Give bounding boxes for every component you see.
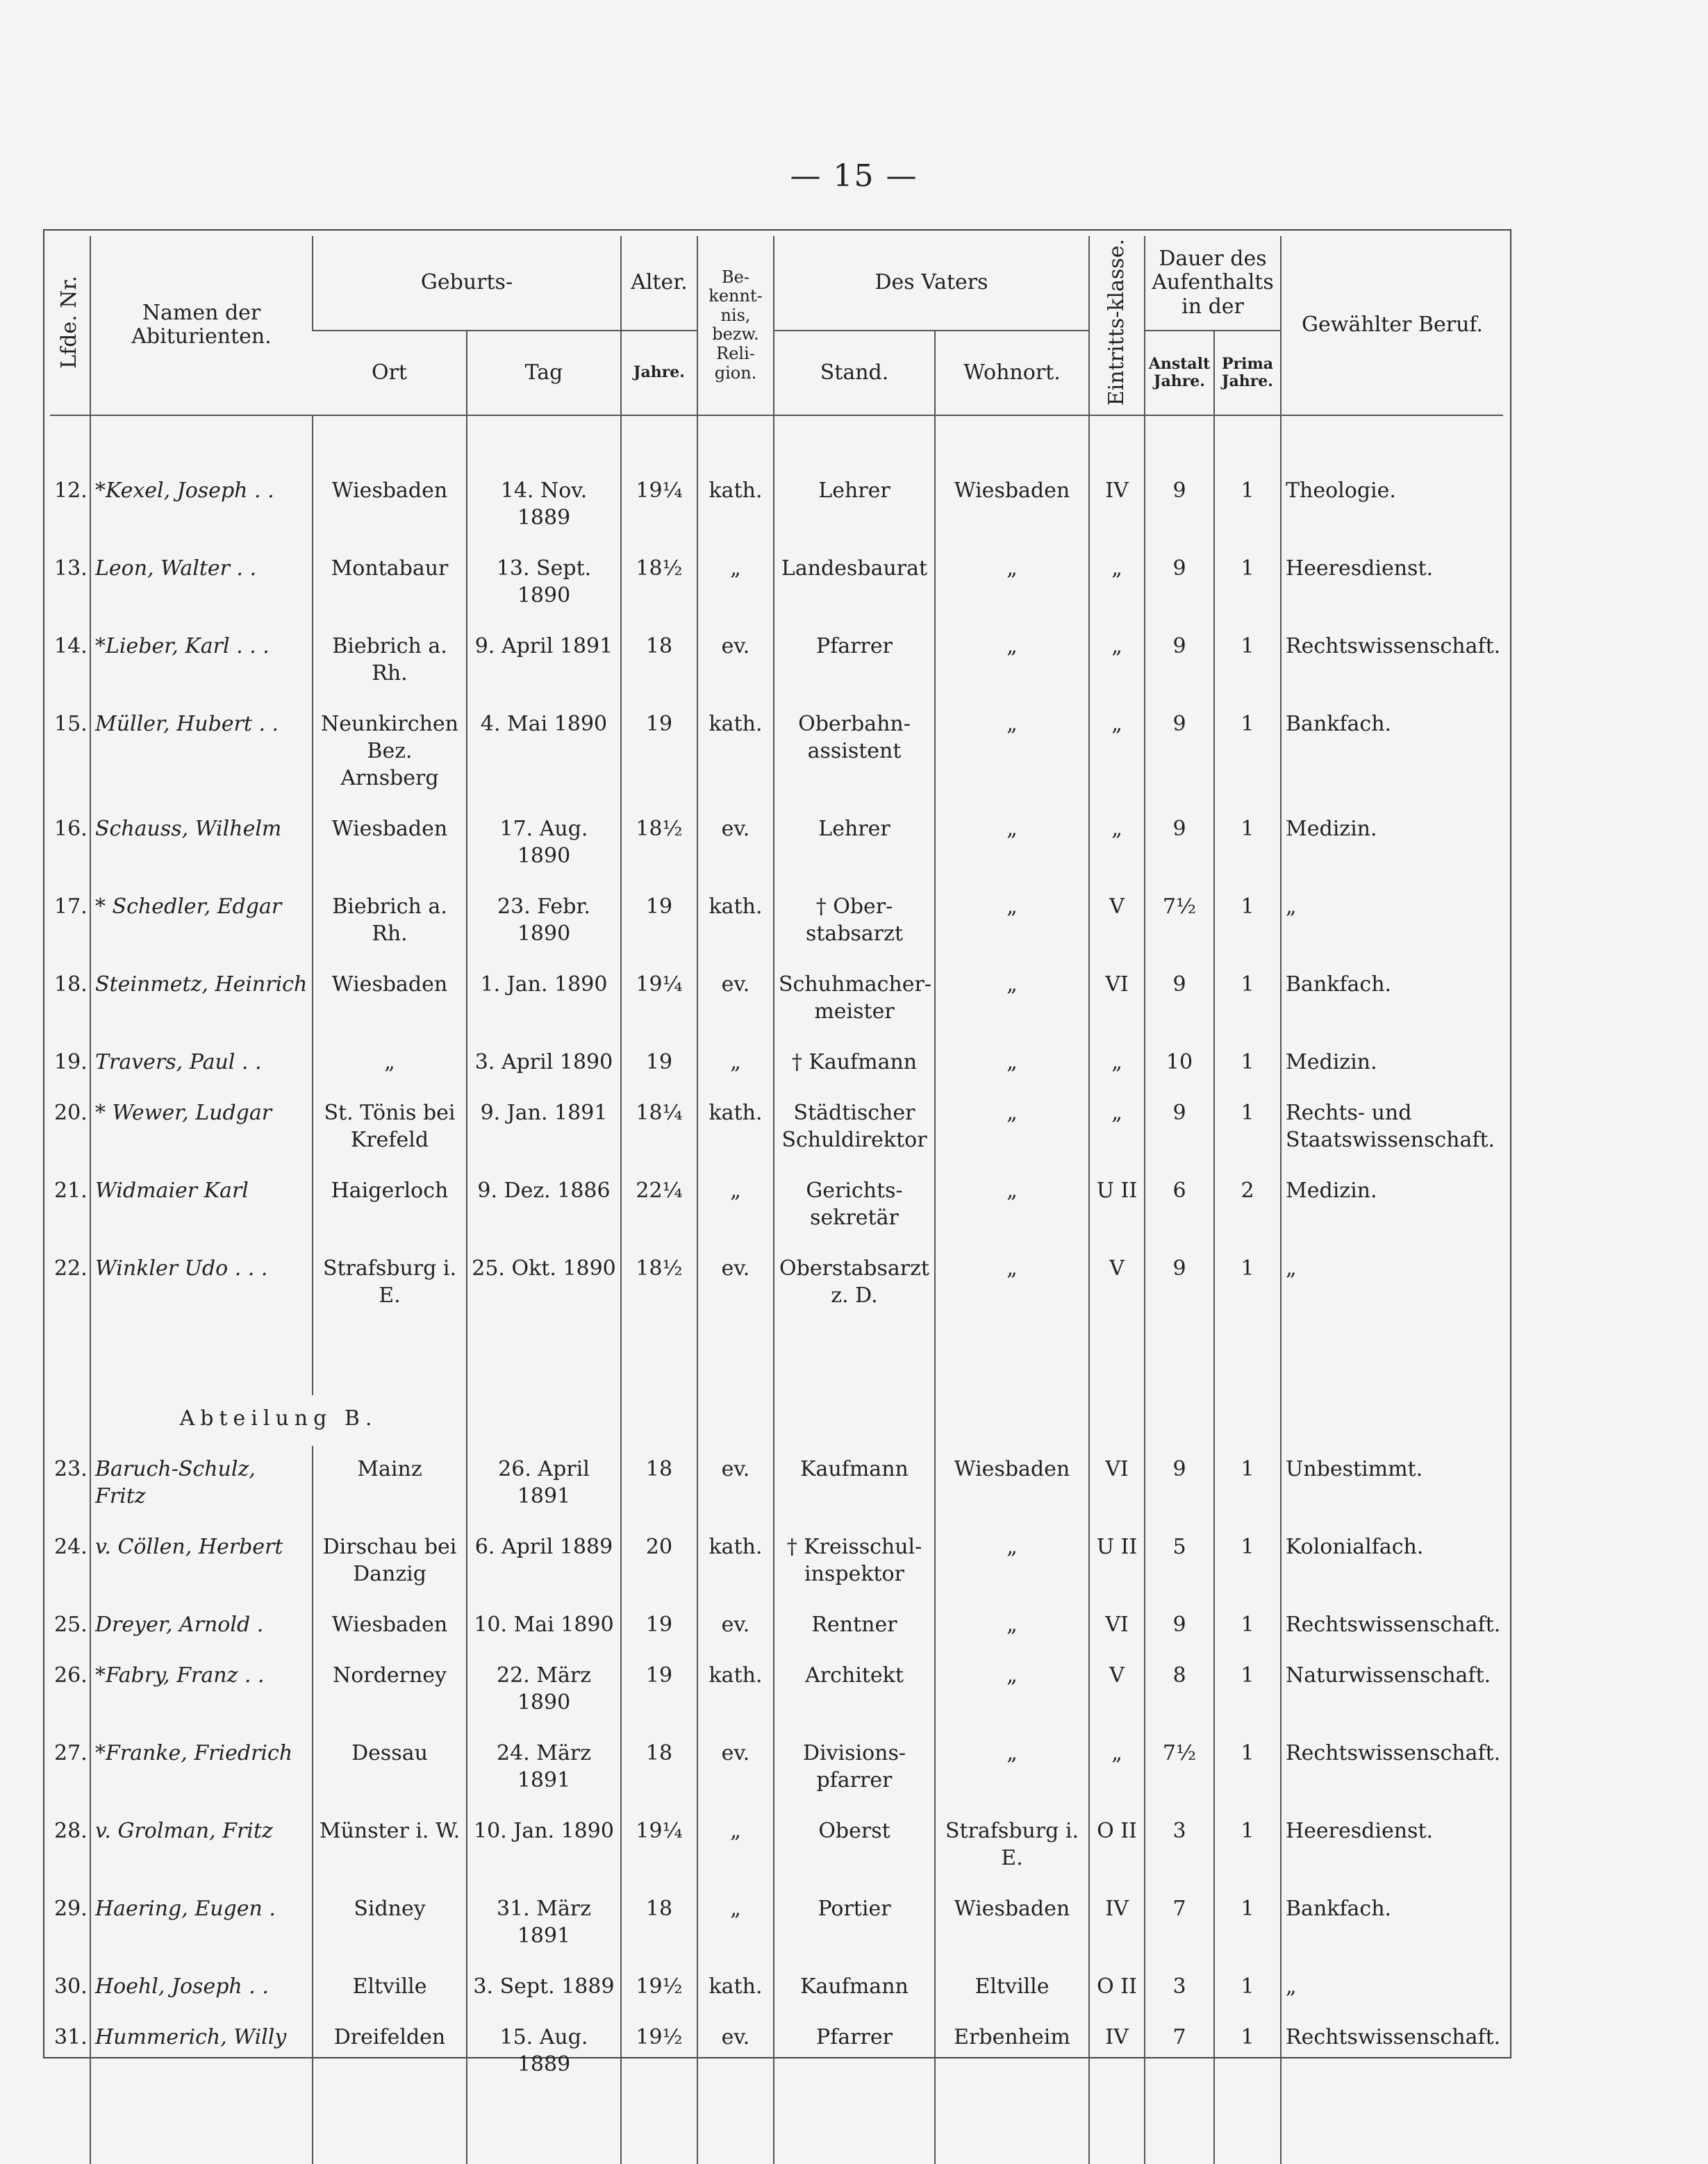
cell-wohnort: „ bbox=[935, 545, 1089, 623]
cell-nr: 30. bbox=[54, 1974, 88, 1999]
cell-prima: 1 bbox=[1214, 1886, 1281, 1963]
cell-beruf: Bankfach. bbox=[1281, 961, 1503, 1039]
header-eintrittsklasse: Eintritts-klasse. bbox=[1089, 236, 1145, 415]
table-row bbox=[50, 1039, 1503, 1090]
header-stand: Stand. bbox=[774, 331, 935, 415]
table-row bbox=[50, 2014, 1503, 2092]
cell-nr: 14. bbox=[54, 633, 88, 658]
cell-prima: 2 bbox=[1214, 1167, 1281, 1245]
cell-tag: 22. März 1890 bbox=[467, 1652, 621, 1730]
header-lfde-nr: Lfde. Nr. bbox=[50, 236, 90, 415]
table-row bbox=[50, 1167, 1503, 1245]
cell-tag: 25. Okt. 1890 bbox=[467, 1245, 621, 1323]
cell-wohnort: Strafsburg i. E. bbox=[935, 1808, 1089, 1886]
cell-prima: 1 bbox=[1214, 1446, 1281, 1524]
cell-name: *Franke, Friedrich bbox=[90, 1730, 313, 1808]
cell-prima: 1 bbox=[1214, 2014, 1281, 2092]
cell-ort: Mainz bbox=[313, 1446, 467, 1524]
cell-klasse: „ bbox=[1089, 806, 1145, 883]
cell-prima: 1 bbox=[1214, 623, 1281, 701]
cell-alter: 19¼ bbox=[621, 467, 697, 545]
cell-klasse: „ bbox=[1089, 545, 1145, 623]
table-row bbox=[50, 467, 1503, 545]
cell-wohnort: „ bbox=[935, 1039, 1089, 1090]
cell-tag: 4. Mai 1890 bbox=[467, 701, 621, 806]
cell-name: Leon, Walter . . bbox=[90, 545, 313, 623]
cell-anstalt: 10 bbox=[1145, 1039, 1214, 1090]
cell-stand: Rentner bbox=[774, 1601, 935, 1652]
cell-klasse: VI bbox=[1089, 1601, 1145, 1652]
cell-alter: 18½ bbox=[621, 1245, 697, 1323]
cell-klasse: O II bbox=[1089, 1963, 1145, 2014]
cell-prima: 1 bbox=[1214, 806, 1281, 883]
cell-prima: 1 bbox=[1214, 1245, 1281, 1323]
cell-prima: 1 bbox=[1214, 883, 1281, 961]
cell-religion: kath. bbox=[697, 1652, 774, 1730]
cell-name: * Schedler, Edgar bbox=[90, 883, 313, 961]
cell-prima: 1 bbox=[1214, 1039, 1281, 1090]
cell-stand: Lehrer bbox=[774, 806, 935, 883]
cell-beruf: Rechtswissenschaft. bbox=[1281, 1730, 1503, 1808]
cell-stand: † Ober-stabsarzt bbox=[774, 883, 935, 961]
header-des-vaters: Des Vaters bbox=[774, 236, 1089, 331]
cell-ort: Eltville bbox=[313, 1963, 467, 2014]
cell-tag: 23. Febr. 1890 bbox=[467, 883, 621, 961]
table-row bbox=[50, 1808, 1503, 1886]
header-dauer: Dauer des Aufenthalts in der bbox=[1145, 236, 1281, 331]
cell-prima: 1 bbox=[1214, 1652, 1281, 1730]
cell-religion: kath. bbox=[697, 701, 774, 806]
cell-tag: 9. Jan. 1891 bbox=[467, 1090, 621, 1167]
cell-anstalt: 9 bbox=[1145, 1446, 1214, 1524]
cell-stand: Oberstabsarzt z. D. bbox=[774, 1245, 935, 1323]
cell-wohnort: „ bbox=[935, 1652, 1089, 1730]
cell-klasse: IV bbox=[1089, 2014, 1145, 2092]
cell-wohnort: „ bbox=[935, 1524, 1089, 1601]
cell-prima: 1 bbox=[1214, 467, 1281, 545]
cell-tag: 15. Aug. 1889 bbox=[467, 2014, 621, 2092]
cell-wohnort: „ bbox=[935, 701, 1089, 806]
cell-klasse: VI bbox=[1089, 1446, 1145, 1524]
cell-alter: 18 bbox=[621, 1730, 697, 1808]
cell-wohnort: Wiesbaden bbox=[935, 1446, 1089, 1524]
cell-alter: 18 bbox=[621, 623, 697, 701]
abiturienten-table bbox=[50, 236, 1503, 2164]
cell-name: Widmaier Karl bbox=[90, 1167, 313, 1245]
cell-nr: 27. bbox=[54, 1740, 88, 1765]
cell-ort: Wiesbaden bbox=[313, 1601, 467, 1652]
cell-name: v. Grolman, Fritz bbox=[90, 1808, 313, 1886]
cell-tag: 31. März 1891 bbox=[467, 1886, 621, 1963]
cell-anstalt: 9 bbox=[1145, 467, 1214, 545]
cell-stand: Kaufmann bbox=[774, 1446, 935, 1524]
rows-abteilung-a bbox=[50, 415, 1503, 1323]
cell-religion: ev. bbox=[697, 2014, 774, 2092]
cell-ort: Montabaur bbox=[313, 545, 467, 623]
cell-anstalt: 6 bbox=[1145, 1167, 1214, 1245]
cell-klasse: „ bbox=[1089, 1730, 1145, 1808]
cell-klasse: O II bbox=[1089, 1808, 1145, 1886]
cell-anstalt: 9 bbox=[1145, 701, 1214, 806]
cell-beruf: „ bbox=[1281, 883, 1503, 961]
table-row bbox=[50, 961, 1503, 1039]
cell-anstalt: 9 bbox=[1145, 1245, 1214, 1323]
cell-nr: 15. bbox=[54, 711, 88, 736]
cell-ort: Dessau bbox=[313, 1730, 467, 1808]
cell-nr: 16. bbox=[54, 816, 88, 841]
cell-religion: kath. bbox=[697, 467, 774, 545]
cell-wohnort: „ bbox=[935, 961, 1089, 1039]
cell-name: Winkler Udo . . . bbox=[90, 1245, 313, 1323]
cell-nr: 12. bbox=[54, 478, 88, 503]
header-beruf: Gewählter Beruf. bbox=[1281, 236, 1503, 415]
cell-alter: 19¼ bbox=[621, 1808, 697, 1886]
cell-anstalt: 7 bbox=[1145, 2014, 1214, 2092]
cell-alter: 19¼ bbox=[621, 961, 697, 1039]
cell-klasse: „ bbox=[1089, 1090, 1145, 1167]
cell-stand: Oberbahn-assistent bbox=[774, 701, 935, 806]
cell-prima: 1 bbox=[1214, 701, 1281, 806]
cell-klasse: VI bbox=[1089, 961, 1145, 1039]
cell-religion: ev. bbox=[697, 623, 774, 701]
header-prima-jahre: Prima Jahre. bbox=[1214, 331, 1281, 415]
cell-beruf: Heeresdienst. bbox=[1281, 545, 1503, 623]
cell-religion: ev. bbox=[697, 1245, 774, 1323]
cell-klasse: IV bbox=[1089, 1886, 1145, 1963]
cell-beruf: Medizin. bbox=[1281, 806, 1503, 883]
cell-ort: Biebrich a. Rh. bbox=[313, 623, 467, 701]
cell-stand: Pfarrer bbox=[774, 623, 935, 701]
cell-nr: 18. bbox=[54, 972, 88, 997]
cell-tag: 3. April 1890 bbox=[467, 1039, 621, 1090]
cell-beruf: Bankfach. bbox=[1281, 701, 1503, 806]
cell-ort: Norderney bbox=[313, 1652, 467, 1730]
cell-alter: 19 bbox=[621, 701, 697, 806]
table-row bbox=[50, 701, 1503, 806]
cell-tag: 10. Jan. 1890 bbox=[467, 1808, 621, 1886]
cell-wohnort: „ bbox=[935, 1730, 1089, 1808]
cell-ort: Wiesbaden bbox=[313, 961, 467, 1039]
cell-tag: 14. Nov. 1889 bbox=[467, 467, 621, 545]
cell-klasse: U II bbox=[1089, 1167, 1145, 1245]
cell-beruf: „ bbox=[1281, 1963, 1503, 2014]
cell-beruf: Rechtswissenschaft. bbox=[1281, 2014, 1503, 2092]
cell-alter: 18½ bbox=[621, 545, 697, 623]
cell-tag: 3. Sept. 1889 bbox=[467, 1963, 621, 2014]
cell-religion: kath. bbox=[697, 1090, 774, 1167]
cell-tag: 17. Aug. 1890 bbox=[467, 806, 621, 883]
cell-name: v. Cöllen, Herbert bbox=[90, 1524, 313, 1601]
cell-tag: 9. Dez. 1886 bbox=[467, 1167, 621, 1245]
cell-name: *Lieber, Karl . . . bbox=[90, 623, 313, 701]
cell-religion: „ bbox=[697, 1167, 774, 1245]
cell-stand: Lehrer bbox=[774, 467, 935, 545]
cell-wohnort: Eltville bbox=[935, 1963, 1089, 2014]
cell-anstalt: 9 bbox=[1145, 623, 1214, 701]
cell-wohnort: Wiesbaden bbox=[935, 1886, 1089, 1963]
cell-ort: Haigerloch bbox=[313, 1167, 467, 1245]
table-row bbox=[50, 623, 1503, 701]
cell-tag: 13. Sept. 1890 bbox=[467, 545, 621, 623]
cell-alter: 19 bbox=[621, 883, 697, 961]
cell-alter: 18 bbox=[621, 1446, 697, 1524]
cell-nr: 13. bbox=[54, 556, 88, 581]
header-tag: Tag bbox=[467, 331, 621, 415]
cell-tag: 9. April 1891 bbox=[467, 623, 621, 701]
cell-stand: Gerichts-sekretär bbox=[774, 1167, 935, 1245]
header-wohnort: Wohnort. bbox=[935, 331, 1089, 415]
cell-religion: ev. bbox=[697, 961, 774, 1039]
cell-beruf: Rechts- und Staatswissenschaft. bbox=[1281, 1090, 1503, 1167]
table-row bbox=[50, 1963, 1503, 2014]
page-number: — 15 — bbox=[790, 158, 918, 194]
cell-stand: Pfarrer bbox=[774, 2014, 935, 2092]
table-row bbox=[50, 1886, 1503, 1963]
cell-ort: Dirschau bei Danzig bbox=[313, 1524, 467, 1601]
cell-tag: 6. April 1889 bbox=[467, 1524, 621, 1601]
rows-abteilung-b bbox=[50, 1446, 1503, 2092]
cell-beruf: „ bbox=[1281, 1245, 1503, 1323]
cell-ort: Strafsburg i. E. bbox=[313, 1245, 467, 1323]
cell-nr: 24. bbox=[54, 1534, 88, 1559]
cell-prima: 1 bbox=[1214, 545, 1281, 623]
cell-wohnort: „ bbox=[935, 1167, 1089, 1245]
cell-wohnort: Wiesbaden bbox=[935, 467, 1089, 545]
cell-beruf: Kolonialfach. bbox=[1281, 1524, 1503, 1601]
cell-klasse: V bbox=[1089, 883, 1145, 961]
cell-religion: „ bbox=[697, 545, 774, 623]
cell-prima: 1 bbox=[1214, 1090, 1281, 1167]
cell-beruf: Theologie. bbox=[1281, 467, 1503, 545]
header-ort: Ort bbox=[313, 331, 467, 415]
cell-religion: ev. bbox=[697, 806, 774, 883]
cell-stand: † Kreisschul-inspektor bbox=[774, 1524, 935, 1601]
table-row bbox=[50, 1446, 1503, 1524]
cell-prima: 1 bbox=[1214, 1601, 1281, 1652]
cell-wohnort: „ bbox=[935, 1245, 1089, 1323]
cell-religion: kath. bbox=[697, 1524, 774, 1601]
cell-anstalt: 9 bbox=[1145, 1090, 1214, 1167]
cell-name: Hummerich, Willy bbox=[90, 2014, 313, 2092]
table-row bbox=[50, 883, 1503, 961]
cell-name: * Wewer, Ludgar bbox=[90, 1090, 313, 1167]
cell-nr: 31. bbox=[54, 2024, 88, 2049]
cell-stand: † Kaufmann bbox=[774, 1039, 935, 1090]
cell-nr: 28. bbox=[54, 1818, 88, 1843]
cell-nr: 21. bbox=[54, 1178, 88, 1203]
cell-klasse: IV bbox=[1089, 467, 1145, 545]
table-row bbox=[50, 1090, 1503, 1167]
cell-alter: 20 bbox=[621, 1524, 697, 1601]
cell-alter: 22¼ bbox=[621, 1167, 697, 1245]
cell-nr: 20. bbox=[54, 1100, 88, 1125]
cell-name: *Fabry, Franz . . bbox=[90, 1652, 313, 1730]
cell-ort: Sidney bbox=[313, 1886, 467, 1963]
cell-beruf: Medizin. bbox=[1281, 1167, 1503, 1245]
cell-anstalt: 9 bbox=[1145, 961, 1214, 1039]
cell-ort: „ bbox=[313, 1039, 467, 1090]
cell-anstalt: 3 bbox=[1145, 1963, 1214, 2014]
cell-prima: 1 bbox=[1214, 1808, 1281, 1886]
cell-name: Steinmetz, Heinrich bbox=[90, 961, 313, 1039]
cell-alter: 19 bbox=[621, 1601, 697, 1652]
cell-stand: Städtischer Schuldirektor bbox=[774, 1090, 935, 1167]
cell-wohnort: „ bbox=[935, 883, 1089, 961]
cell-nr: 22. bbox=[54, 1256, 88, 1281]
cell-anstalt: 7 bbox=[1145, 1886, 1214, 1963]
cell-nr: 17. bbox=[54, 894, 88, 919]
header-anstalt-jahre: Anstalt Jahre. bbox=[1145, 331, 1214, 415]
cell-tag: 26. April 1891 bbox=[467, 1446, 621, 1524]
cell-klasse: „ bbox=[1089, 1039, 1145, 1090]
cell-prima: 1 bbox=[1214, 1963, 1281, 2014]
cell-beruf: Heeresdienst. bbox=[1281, 1808, 1503, 1886]
table-row bbox=[50, 1601, 1503, 1652]
cell-anstalt: 5 bbox=[1145, 1524, 1214, 1601]
cell-wohnort: „ bbox=[935, 1601, 1089, 1652]
cell-klasse: „ bbox=[1089, 623, 1145, 701]
cell-alter: 18½ bbox=[621, 806, 697, 883]
cell-wohnort: „ bbox=[935, 806, 1089, 883]
cell-ort: Neunkirchen Bez. Arnsberg bbox=[313, 701, 467, 806]
cell-religion: kath. bbox=[697, 883, 774, 961]
cell-stand: Oberst bbox=[774, 1808, 935, 1886]
cell-name: Haering, Eugen . bbox=[90, 1886, 313, 1963]
cell-klasse: V bbox=[1089, 1652, 1145, 1730]
cell-name: Hoehl, Joseph . . bbox=[90, 1963, 313, 2014]
cell-ort: Dreifelden bbox=[313, 2014, 467, 2092]
cell-alter: 19½ bbox=[621, 2014, 697, 2092]
cell-anstalt: 7½ bbox=[1145, 883, 1214, 961]
cell-anstalt: 9 bbox=[1145, 545, 1214, 623]
cell-wohnort: „ bbox=[935, 1090, 1089, 1167]
cell-ort: Münster i. W. bbox=[313, 1808, 467, 1886]
cell-prima: 1 bbox=[1214, 961, 1281, 1039]
header-jahre: Jahre. bbox=[621, 331, 697, 415]
cell-name: Baruch-Schulz, Fritz bbox=[90, 1446, 313, 1524]
cell-stand: Schuhmacher-meister bbox=[774, 961, 935, 1039]
cell-religion: ev. bbox=[697, 1446, 774, 1524]
cell-alter: 19 bbox=[621, 1652, 697, 1730]
table-row bbox=[50, 1245, 1503, 1323]
cell-beruf: Rechtswissenschaft. bbox=[1281, 623, 1503, 701]
cell-tag: 24. März 1891 bbox=[467, 1730, 621, 1808]
cell-religion: „ bbox=[697, 1886, 774, 1963]
header-bekenntnis: Be-kennt-nis, bezw. Reli-gion. bbox=[697, 236, 774, 415]
cell-stand: Divisions-pfarrer bbox=[774, 1730, 935, 1808]
header-alter: Alter. bbox=[621, 236, 697, 331]
cell-beruf: Unbestimmt. bbox=[1281, 1446, 1503, 1524]
cell-klasse: „ bbox=[1089, 701, 1145, 806]
cell-ort: Wiesbaden bbox=[313, 467, 467, 545]
cell-beruf: Naturwissenschaft. bbox=[1281, 1652, 1503, 1730]
cell-religion: ev. bbox=[697, 1601, 774, 1652]
section-b bbox=[50, 1323, 1503, 1446]
cell-nr: 26. bbox=[54, 1663, 88, 1688]
cell-stand: Portier bbox=[774, 1886, 935, 1963]
table-row bbox=[50, 1524, 1503, 1601]
header-geburts: Geburts- bbox=[313, 236, 621, 331]
cell-name: Dreyer, Arnold . bbox=[90, 1601, 313, 1652]
cell-alter: 19 bbox=[621, 1039, 697, 1090]
cell-nr: 19. bbox=[54, 1049, 88, 1074]
cell-anstalt: 9 bbox=[1145, 806, 1214, 883]
cell-beruf: Rechtswissenschaft. bbox=[1281, 1601, 1503, 1652]
cell-stand: Landesbaurat bbox=[774, 545, 935, 623]
cell-nr: 25. bbox=[54, 1612, 88, 1637]
cell-religion: kath. bbox=[697, 1963, 774, 2014]
cell-religion: ev. bbox=[697, 1730, 774, 1808]
table-row bbox=[50, 545, 1503, 623]
section-b-label: Abteilung B. bbox=[90, 1395, 467, 1446]
cell-stand: Kaufmann bbox=[774, 1963, 935, 2014]
cell-klasse: U II bbox=[1089, 1524, 1145, 1601]
cell-wohnort: Erbenheim bbox=[935, 2014, 1089, 2092]
cell-beruf: Medizin. bbox=[1281, 1039, 1503, 1090]
cell-tag: 10. Mai 1890 bbox=[467, 1601, 621, 1652]
header-namen: Namen der Abiturienten. bbox=[90, 236, 313, 415]
cell-wohnort: „ bbox=[935, 623, 1089, 701]
cell-nr: 23. bbox=[54, 1456, 88, 1481]
cell-anstalt: 9 bbox=[1145, 1601, 1214, 1652]
cell-nr: 29. bbox=[54, 1896, 88, 1921]
cell-ort: Wiesbaden bbox=[313, 806, 467, 883]
cell-stand: Architekt bbox=[774, 1652, 935, 1730]
cell-alter: 19½ bbox=[621, 1963, 697, 2014]
cell-beruf: Bankfach. bbox=[1281, 1886, 1503, 1963]
cell-alter: 18¼ bbox=[621, 1090, 697, 1167]
cell-name: Müller, Hubert . . bbox=[90, 701, 313, 806]
table-row bbox=[50, 806, 1503, 883]
cell-religion: „ bbox=[697, 1039, 774, 1090]
cell-name: Schauss, Wilhelm bbox=[90, 806, 313, 883]
cell-klasse: V bbox=[1089, 1245, 1145, 1323]
cell-prima: 1 bbox=[1214, 1730, 1281, 1808]
cell-religion: „ bbox=[697, 1808, 774, 1886]
cell-name: *Kexel, Joseph . . bbox=[90, 467, 313, 545]
cell-anstalt: 3 bbox=[1145, 1808, 1214, 1886]
cell-prima: 1 bbox=[1214, 1524, 1281, 1601]
cell-ort: Biebrich a. Rh. bbox=[313, 883, 467, 961]
cell-tag: 1. Jan. 1890 bbox=[467, 961, 621, 1039]
table-row bbox=[50, 1730, 1503, 1808]
cell-anstalt: 7½ bbox=[1145, 1730, 1214, 1808]
cell-ort: St. Tönis bei Krefeld bbox=[313, 1090, 467, 1167]
cell-anstalt: 8 bbox=[1145, 1652, 1214, 1730]
table-row bbox=[50, 1652, 1503, 1730]
cell-alter: 18 bbox=[621, 1886, 697, 1963]
cell-name: Travers, Paul . . bbox=[90, 1039, 313, 1090]
